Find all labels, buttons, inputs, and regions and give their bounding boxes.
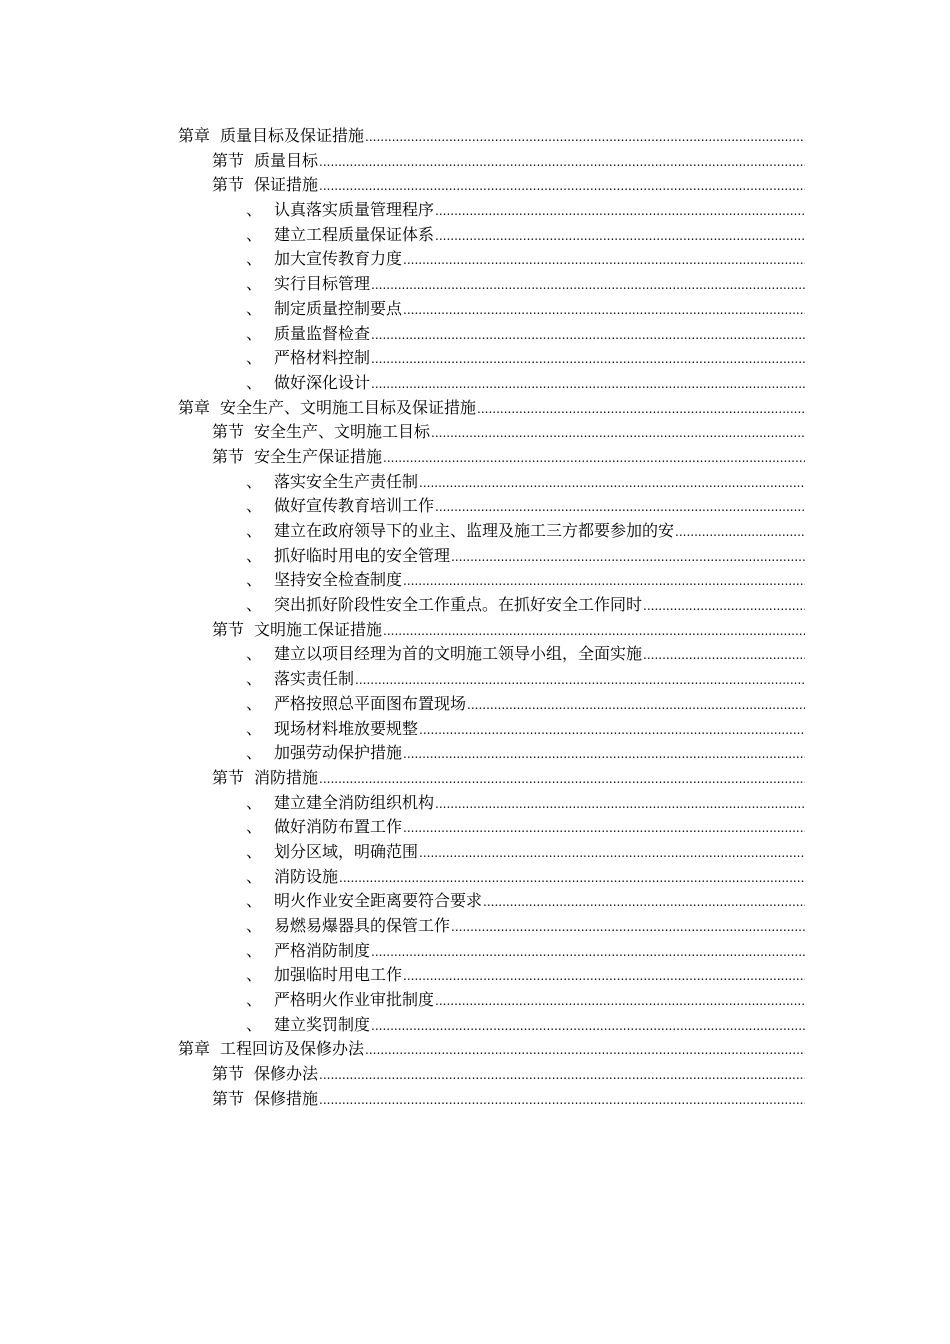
toc-dot-leader xyxy=(483,890,805,915)
toc-item-entry[interactable] xyxy=(0,642,950,667)
toc-entry-prefix: 、 xyxy=(246,940,263,960)
toc-item-entry[interactable] xyxy=(0,791,950,816)
toc-dot-leader xyxy=(451,915,805,940)
toc-entry-row xyxy=(246,346,805,372)
toc-entry-row xyxy=(246,840,805,866)
toc-item-entry[interactable] xyxy=(0,939,950,964)
toc-item-entry[interactable] xyxy=(0,1013,950,1038)
toc-section-entry[interactable] xyxy=(0,420,950,445)
toc-entry-prefix: 、 xyxy=(246,348,263,368)
toc-item-entry[interactable] xyxy=(0,717,950,742)
toc-entry-row xyxy=(178,396,805,422)
toc-entry-title: 严格材料控制 xyxy=(274,348,371,368)
toc-entry-prefix: 、 xyxy=(246,224,263,244)
toc-entry-title: 消防设施 xyxy=(274,866,339,886)
toc-item-entry[interactable] xyxy=(0,198,950,223)
toc-item-entry[interactable] xyxy=(0,322,950,347)
toc-item-entry[interactable] xyxy=(0,889,950,914)
toc-entry-row xyxy=(246,519,805,545)
toc-entry-title: 安全生产、文明施工目标及保证措施 xyxy=(220,397,477,417)
toc-entry-row xyxy=(212,618,805,644)
toc-entry-prefix: 、 xyxy=(246,249,263,269)
toc-item-entry[interactable] xyxy=(0,914,950,939)
toc-entry-title: 质量目标及保证措施 xyxy=(220,126,365,145)
toc-section-entry[interactable] xyxy=(0,766,950,791)
toc-dot-leader xyxy=(643,643,805,668)
toc-dot-leader xyxy=(319,1088,805,1113)
toc-entry-prefix: 、 xyxy=(246,471,263,491)
toc-entry-row xyxy=(246,198,805,224)
toc-chapter-entry[interactable] xyxy=(0,396,950,421)
toc-entry-title: 建立在政府领导下的业主、监理及施工三方都要参加的安 xyxy=(274,521,675,540)
toc-entry-title: 质量监督检查 xyxy=(274,323,371,343)
toc-entry-prefix: 、 xyxy=(246,792,263,812)
table-of-contents xyxy=(0,124,950,1112)
toc-entry-title: 划分区域，明确范围 xyxy=(274,841,419,861)
toc-entry-title: 现场材料堆放要规整 xyxy=(274,718,419,738)
toc-entry-prefix: 、 xyxy=(246,545,263,565)
toc-entry-prefix: 、 xyxy=(246,200,263,220)
toc-item-entry[interactable] xyxy=(0,865,950,890)
toc-dot-leader xyxy=(319,150,805,175)
toc-entry-title: 严格按照总平面图布置现场 xyxy=(274,693,467,713)
toc-item-entry[interactable] xyxy=(0,692,950,717)
toc-dot-leader xyxy=(419,471,805,496)
toc-entry-title: 抓好临时用电的安全管理 xyxy=(274,545,451,565)
toc-entry-prefix: 、 xyxy=(246,644,263,664)
toc-entry-title: 明火作业安全距离要符合要求 xyxy=(274,891,483,911)
toc-dot-leader xyxy=(403,742,805,767)
toc-dot-leader xyxy=(435,199,805,224)
toc-dot-leader xyxy=(435,224,805,249)
toc-dot-leader xyxy=(419,841,805,866)
toc-dot-leader xyxy=(435,495,805,520)
toc-dot-leader xyxy=(371,323,805,348)
toc-dot-leader xyxy=(435,989,805,1014)
toc-entry-row xyxy=(246,544,805,570)
toc-entry-row xyxy=(246,692,805,718)
toc-entry-title: 工程回访及保修办法 xyxy=(220,1039,365,1059)
toc-entry-prefix: 第章 xyxy=(178,397,211,417)
toc-entry-title: 做好宣传教育培训工作 xyxy=(274,496,435,516)
toc-item-entry[interactable] xyxy=(0,346,950,371)
toc-entry-title: 质量目标 xyxy=(254,150,319,170)
toc-entry-prefix: 、 xyxy=(246,891,263,911)
toc-entry-prefix: 、 xyxy=(246,841,263,861)
toc-item-entry[interactable] xyxy=(0,470,950,495)
toc-entry-row xyxy=(246,988,805,1014)
toc-entry-row xyxy=(246,593,805,619)
toc-entry-prefix: 、 xyxy=(246,372,263,392)
toc-section-entry[interactable] xyxy=(0,618,950,643)
toc-entry-row xyxy=(246,568,805,594)
toc-entry-row xyxy=(246,494,805,520)
toc-entry-prefix: 、 xyxy=(246,817,263,837)
toc-entry-prefix: 第节 xyxy=(212,422,245,442)
toc-item-entry[interactable] xyxy=(0,593,950,618)
toc-entry-prefix: 第节 xyxy=(212,446,245,466)
toc-entry-prefix: 、 xyxy=(246,866,263,886)
toc-chapter-entry[interactable] xyxy=(0,124,950,149)
toc-entry-row xyxy=(246,223,805,249)
toc-entry-row xyxy=(246,865,805,891)
toc-entry-title: 做好消防布置工作 xyxy=(274,817,403,837)
toc-entry-title: 加强临时用电工作 xyxy=(274,965,403,985)
toc-entry-prefix: 、 xyxy=(246,916,263,935)
toc-section-entry[interactable] xyxy=(0,173,950,198)
toc-entry-title: 制定质量控制要点 xyxy=(274,298,403,318)
toc-entry-title: 落实安全生产责任制 xyxy=(274,471,419,491)
toc-entry-prefix: 第节 xyxy=(212,767,245,787)
toc-entry-row xyxy=(246,470,805,496)
toc-entry-prefix: 、 xyxy=(246,669,263,689)
toc-dot-leader xyxy=(467,693,805,718)
toc-entry-row xyxy=(246,1013,805,1039)
toc-dot-leader xyxy=(451,545,805,570)
toc-entry-title: 保证措施 xyxy=(254,175,319,195)
toc-entry-title: 文明施工保证措施 xyxy=(254,619,383,639)
toc-entry-title: 保修措施 xyxy=(254,1088,319,1108)
toc-dot-leader xyxy=(403,964,805,989)
toc-entry-prefix: 第节 xyxy=(212,1064,245,1084)
toc-entry-row xyxy=(246,889,805,915)
toc-entry-row xyxy=(246,815,805,841)
toc-item-entry[interactable] xyxy=(0,519,950,544)
toc-entry-row xyxy=(246,322,805,348)
toc-entry-prefix: 第章 xyxy=(178,126,211,145)
toc-entry-prefix: 第节 xyxy=(212,175,245,195)
toc-entry-prefix: 第节 xyxy=(212,1088,245,1108)
toc-item-entry[interactable] xyxy=(0,568,950,593)
toc-dot-leader xyxy=(431,421,805,446)
toc-entry-title: 建立奖罚制度 xyxy=(274,1014,371,1034)
toc-chapter-entry[interactable] xyxy=(0,1037,950,1062)
toc-item-entry[interactable] xyxy=(0,223,950,248)
toc-dot-leader xyxy=(319,174,805,199)
toc-entry-prefix: 、 xyxy=(246,693,263,713)
toc-item-entry[interactable] xyxy=(0,741,950,766)
toc-dot-leader xyxy=(477,397,805,422)
toc-entry-row xyxy=(246,642,805,668)
toc-section-entry[interactable] xyxy=(0,445,950,470)
toc-entry-row xyxy=(212,1062,805,1088)
toc-entry-prefix: 、 xyxy=(246,595,263,615)
toc-entry-title: 加大宣传教育力度 xyxy=(274,249,403,269)
toc-item-entry[interactable] xyxy=(0,297,950,322)
toc-entry-prefix: 、 xyxy=(246,718,263,738)
toc-dot-leader xyxy=(319,767,805,792)
toc-item-entry[interactable] xyxy=(0,815,950,840)
toc-entry-title: 做好深化设计 xyxy=(274,372,371,392)
toc-item-entry[interactable] xyxy=(0,371,950,396)
toc-dot-leader xyxy=(365,125,805,150)
toc-entry-title: 易燃易爆器具的保管工作 xyxy=(274,916,451,935)
toc-entry-prefix: 、 xyxy=(246,496,263,516)
toc-item-entry[interactable] xyxy=(0,840,950,865)
toc-entry-row xyxy=(246,272,805,298)
toc-dot-leader xyxy=(371,372,805,397)
toc-entry-row xyxy=(246,741,805,767)
toc-dot-leader xyxy=(371,347,805,372)
toc-entry-title: 保修办法 xyxy=(254,1064,319,1084)
toc-entry-title: 安全生产、文明施工目标 xyxy=(254,422,431,442)
toc-entry-prefix: 、 xyxy=(246,1014,263,1034)
toc-entry-row xyxy=(212,766,805,792)
toc-entry-title: 突出抓好阶段性安全工作重点。在抓好安全工作同时 xyxy=(274,595,643,615)
toc-entry-title: 认真落实质量管理程序 xyxy=(274,200,435,220)
toc-item-entry[interactable] xyxy=(0,494,950,519)
toc-entry-row xyxy=(246,939,805,965)
toc-dot-leader xyxy=(435,792,805,817)
toc-dot-leader xyxy=(403,569,805,594)
toc-entry-title: 加强劳动保护措施 xyxy=(274,743,403,763)
toc-entry-prefix: 、 xyxy=(246,570,263,590)
toc-entry-row xyxy=(246,247,805,273)
toc-dot-leader xyxy=(383,446,805,471)
toc-entry-title: 消防措施 xyxy=(254,767,319,787)
toc-item-entry[interactable] xyxy=(0,988,950,1013)
toc-entry-prefix: 、 xyxy=(246,521,263,540)
toc-section-entry[interactable] xyxy=(0,1062,950,1087)
toc-entry-title: 建立以项目经理为首的文明施工领导小组，全面实施 xyxy=(274,644,643,664)
toc-entry-title: 严格明火作业审批制度 xyxy=(274,990,435,1010)
toc-dot-leader xyxy=(419,718,805,743)
toc-entry-row xyxy=(246,914,805,940)
toc-entry-row xyxy=(178,1037,805,1063)
toc-entry-row xyxy=(246,297,805,323)
toc-entry-prefix: 、 xyxy=(246,965,263,985)
toc-item-entry[interactable] xyxy=(0,544,950,569)
toc-dot-leader xyxy=(371,273,805,298)
toc-item-entry[interactable] xyxy=(0,272,950,297)
toc-entry-prefix: 、 xyxy=(246,990,263,1010)
toc-entry-row xyxy=(212,173,805,199)
toc-entry-prefix: 、 xyxy=(246,298,263,318)
toc-entry-row xyxy=(212,445,805,471)
toc-entry-row xyxy=(246,667,805,693)
toc-item-entry[interactable] xyxy=(0,247,950,272)
toc-dot-leader xyxy=(643,594,805,619)
toc-entry-prefix: 第节 xyxy=(212,150,245,170)
toc-entry-row xyxy=(246,717,805,743)
toc-dot-leader xyxy=(339,866,805,891)
toc-entry-row xyxy=(212,1087,805,1113)
toc-entry-row xyxy=(212,149,805,175)
toc-dot-leader xyxy=(403,248,805,273)
toc-entry-row xyxy=(178,124,805,150)
toc-dot-leader xyxy=(319,1063,805,1088)
toc-entry-row xyxy=(246,371,805,397)
toc-dot-leader xyxy=(365,1038,805,1063)
toc-entry-prefix: 、 xyxy=(246,323,263,343)
toc-dot-leader xyxy=(383,619,805,644)
toc-item-entry[interactable] xyxy=(0,667,950,692)
toc-entry-title: 实行目标管理 xyxy=(274,274,371,294)
toc-entry-prefix: 第节 xyxy=(212,619,245,639)
toc-entry-title: 建立建全消防组织机构 xyxy=(274,792,435,812)
toc-entry-row xyxy=(246,963,805,989)
toc-dot-leader xyxy=(403,298,805,323)
toc-entry-prefix: 、 xyxy=(246,274,263,294)
toc-entry-prefix: 第章 xyxy=(178,1039,211,1059)
toc-entry-row xyxy=(246,791,805,817)
toc-dot-leader xyxy=(675,520,805,545)
toc-entry-prefix: 、 xyxy=(246,743,263,763)
toc-section-entry[interactable] xyxy=(0,149,950,174)
toc-dot-leader xyxy=(371,940,805,965)
toc-entry-title: 建立工程质量保证体系 xyxy=(274,224,435,244)
toc-entry-title: 严格消防制度 xyxy=(274,940,371,960)
toc-entry-row xyxy=(212,420,805,446)
toc-dot-leader xyxy=(403,816,805,841)
toc-entry-title: 坚持安全检查制度 xyxy=(274,570,403,590)
toc-dot-leader xyxy=(371,1014,805,1039)
toc-entry-title: 落实责任制 xyxy=(274,669,355,689)
toc-entry-title: 安全生产保证措施 xyxy=(254,446,383,466)
toc-item-entry[interactable] xyxy=(0,963,950,988)
toc-section-entry[interactable] xyxy=(0,1087,950,1112)
toc-dot-leader xyxy=(355,668,805,693)
